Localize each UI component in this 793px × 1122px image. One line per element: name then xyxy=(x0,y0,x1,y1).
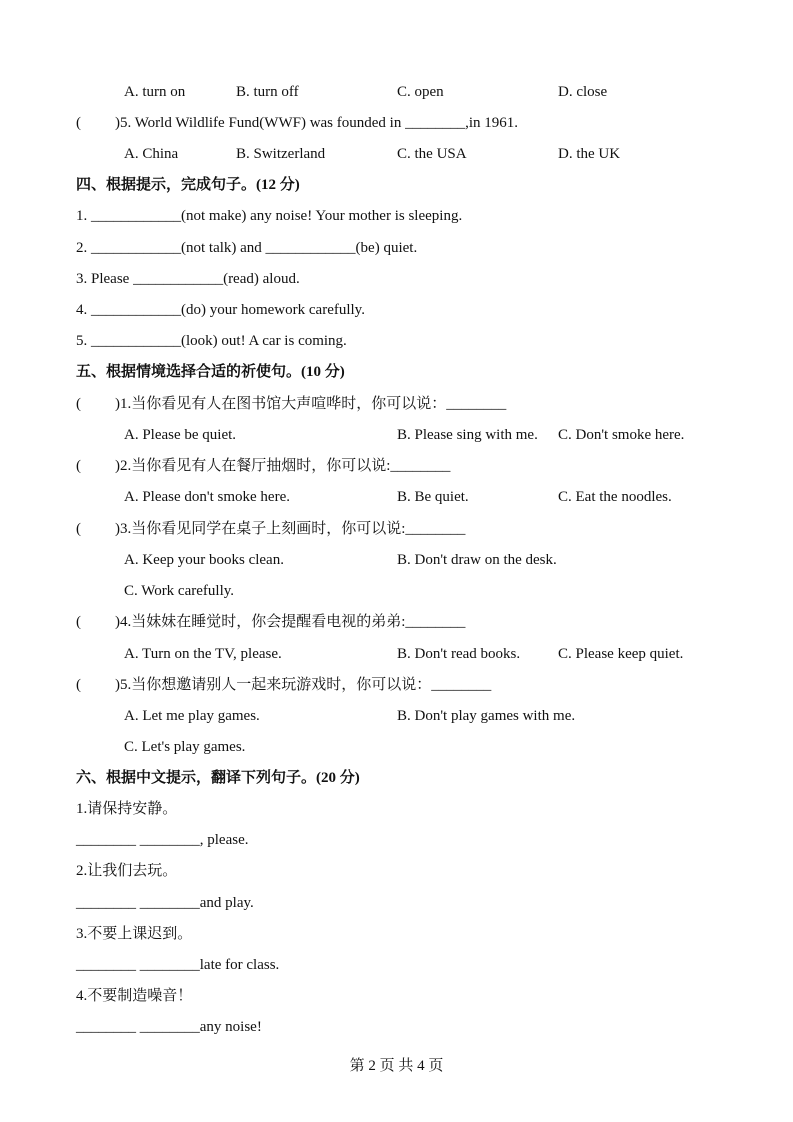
option-c: C. open xyxy=(397,84,444,100)
option-b: B. Please sing with me. xyxy=(397,427,538,443)
section-5-title: 五、根据情境选择合适的祈使句。(10 分) xyxy=(76,364,345,380)
option-d: D. the UK xyxy=(558,146,621,162)
option-b: B. Switzerland xyxy=(236,146,326,162)
translation-blank: ________ ________any noise! xyxy=(76,1019,262,1035)
option-a: A. turn on xyxy=(124,84,186,100)
option-a: A. Please be quiet. xyxy=(124,427,237,443)
option-c: C. Let's play games. xyxy=(124,739,246,755)
answer-paren: ( xyxy=(76,521,81,537)
option-a: A. Let me play games. xyxy=(124,708,260,724)
option-b: B. Don't play games with me. xyxy=(397,708,576,724)
sentence-item: 1. ____________(not make) any noise! Your mother is sleeping. xyxy=(76,208,463,224)
option-d: D. close xyxy=(558,84,608,100)
section-6-title: 六、根据中文提示，翻译下列句子。(20 分) xyxy=(76,770,360,786)
question-text: )4.当妹妹在睡觉时，你会提醒看电视的弟弟:________ xyxy=(115,614,466,630)
question-text: )2.当你看见有人在餐厅抽烟时，你可以说:________ xyxy=(115,458,451,474)
section-4-title: 四、根据提示，完成句子。(12 分) xyxy=(76,177,300,193)
option-b: B. Don't read books. xyxy=(397,646,521,662)
option-a: A. Turn on the TV, please. xyxy=(124,646,282,662)
option-b: B. Be quiet. xyxy=(397,489,469,505)
chinese-prompt: 2.让我们去玩。 xyxy=(76,863,178,879)
translation-blank: ________ ________, please. xyxy=(76,832,249,848)
chinese-prompt: 1.请保持安静。 xyxy=(76,801,178,817)
sentence-item: 3. Please ____________(read) aloud. xyxy=(76,271,300,287)
question-text: )3.当你看见同学在桌子上刻画时，你可以说:________ xyxy=(115,521,466,537)
answer-paren: ( xyxy=(76,458,81,474)
page-footer: 第 2 页 共 4 页 xyxy=(349,1058,444,1074)
option-b: B. turn off xyxy=(236,84,299,100)
translation-blank: ________ ________late for class. xyxy=(76,957,280,973)
translation-blank: ________ ________and play. xyxy=(76,895,254,911)
question-text: )5. World Wildlife Fund(WWF) was founded in ________,in 1961. xyxy=(115,115,519,131)
chinese-prompt: 3.不要上课迟到。 xyxy=(76,926,193,942)
sentence-item: 5. ____________(look) out! A car is coming. xyxy=(76,333,347,349)
answer-paren: ( xyxy=(76,115,81,131)
option-c: C. Please keep quiet. xyxy=(558,646,684,662)
option-a: A. Keep your books clean. xyxy=(124,552,284,568)
option-c: C. the USA xyxy=(397,146,467,162)
sentence-item: 4. ____________(do) your homework carefully. xyxy=(76,302,365,318)
option-b: B. Don't draw on the desk. xyxy=(397,552,557,568)
question-text: )1.当你看见有人在图书馆大声喧哗时，你可以说：________ xyxy=(115,396,507,412)
option-c: C. Eat the noodles. xyxy=(558,489,672,505)
option-a: A. Please don't smoke here. xyxy=(124,489,290,505)
option-c: C. Work carefully. xyxy=(124,583,235,599)
answer-paren: ( xyxy=(76,677,81,693)
question-text: )5.当你想邀请别人一起来玩游戏时，你可以说：________ xyxy=(115,677,492,693)
option-c: C. Don't smoke here. xyxy=(558,427,685,443)
sentence-item: 2. ____________(not talk) and ____________(be) quiet. xyxy=(76,240,418,256)
answer-paren: ( xyxy=(76,614,81,630)
answer-paren: ( xyxy=(76,396,81,412)
chinese-prompt: 4.不要制造噪音！ xyxy=(76,988,193,1004)
option-a: A. China xyxy=(124,146,179,162)
